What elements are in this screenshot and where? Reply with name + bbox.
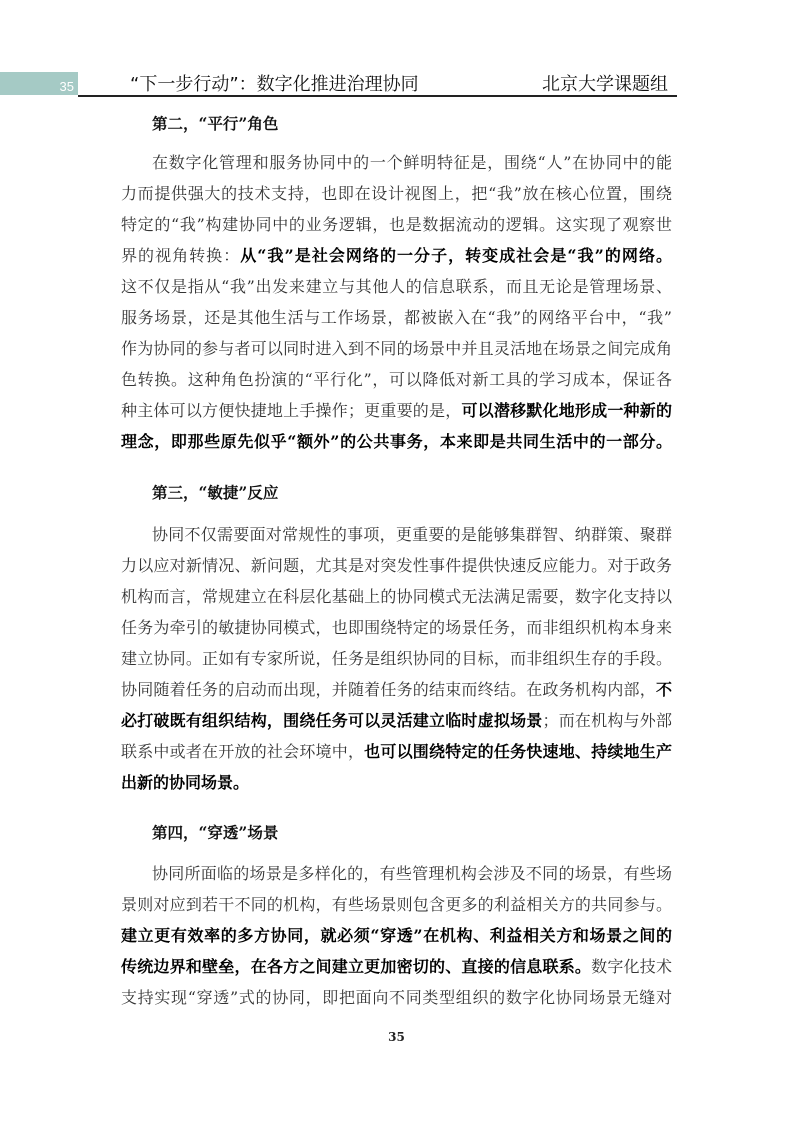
- paragraph-line: [121, 957, 672, 977]
- page-number: 35: [388, 1030, 405, 1044]
- emphasized-text: 不: [655, 680, 672, 699]
- text-run: 力而提供强大的技术支持，也即在设计视图上，把“我”放在核心位置，围绕: [121, 184, 672, 203]
- text-run: 景则对应到若干不同的机构，有些场景则包含更多的利益相关方的共同参与。: [121, 895, 672, 914]
- emphasized-text: 从“我”是社会网络的一分子，转变成社会是“我”的网络。: [240, 246, 672, 265]
- running-header-org: 北京大学课题组: [542, 74, 668, 95]
- running-header-title: “下一步行动”：数字化推进治理协同: [130, 74, 419, 95]
- text-run: 色转换。这种角色扮演的“平行化”，可以降低对新工具的学习成本，保证各: [121, 370, 672, 389]
- paragraph-line: [121, 308, 672, 328]
- text-run: 种主体可以方便快捷地上手操作；更重要的是，: [121, 401, 462, 420]
- text-run: 这不仅是指从“我”出发来建立与其他人的信息联系，而且无论是管理场景、: [121, 277, 672, 296]
- page-tab: [0, 72, 78, 95]
- emphasized-text: 传统边界和壁垒，在各方之间建立更加密切的、直接的信息联系。: [121, 957, 592, 976]
- text-run: 任务为牵引的敏捷协同模式，也即围绕特定的场景任务，而非组织机构本身来: [121, 618, 672, 637]
- paragraph-line: [121, 184, 672, 204]
- emphasized-text: 出新的协同场景。: [121, 773, 250, 792]
- paragraph-line: [121, 246, 672, 266]
- paragraph-line: [121, 926, 672, 946]
- text-run: 机构而言，常规建立在科层化基础上的协同模式无法满足需要，数字化支持以: [121, 587, 672, 606]
- text-run: 协同不仅需要面对常规性的事项，更重要的是能够集群智、纳群策、聚群: [152, 525, 672, 544]
- paragraph-line: [121, 277, 672, 297]
- paragraph-line: [152, 525, 672, 545]
- emphasized-text: 建立更有效率的多方协同，就必须“穿透”在机构、利益相关方和场景之间的: [121, 926, 672, 945]
- text-run: 建立协同。正如有专家所说，任务是组织协同的目标，而非组织生存的手段。: [121, 649, 672, 668]
- text-run: 在数字化管理和服务协同中的一个鲜明特征是，围绕“人”在协同中的能: [152, 153, 672, 172]
- section-heading: 第二，“平行”角色: [152, 114, 279, 133]
- text-run: 特定的“我”构建协同中的业务逻辑，也是数据流动的逻辑。这实现了观察世: [121, 215, 672, 234]
- text-run: 协同随着任务的启动而出现，并随着任务的结束而终结。在政务机构内部，: [121, 680, 656, 699]
- text-run: 界的视角转换：: [121, 246, 241, 265]
- paragraph-line: [121, 339, 672, 359]
- text-run: 力以应对新情况、新问题，尤其是对突发性事件提供快速反应能力。对于政务: [121, 556, 672, 575]
- paragraph-line: [121, 401, 672, 421]
- section-heading: 第四，“穿透”场景: [152, 823, 279, 842]
- paragraph-line: [121, 649, 672, 669]
- header-divider: [78, 95, 677, 97]
- paragraph-line: [121, 895, 672, 915]
- paragraph-line: [152, 864, 672, 884]
- emphasized-text: 可以潜移默化地形成一种新的: [461, 401, 672, 420]
- text-run: 协同所面临的场景是多样化的，有些管理机构会涉及不同的场景，有些场: [152, 864, 672, 883]
- text-run: 服务场景，还是其他生活与工作场景，都被嵌入在“我”的网络平台中，“我”: [121, 308, 672, 327]
- paragraph-line: [121, 432, 672, 452]
- paragraph-line: [121, 370, 672, 390]
- paragraph-line: [121, 711, 672, 731]
- paragraph-line: [121, 215, 672, 235]
- paragraph-line: [121, 556, 672, 576]
- text-run: ；而在机构与外部: [542, 711, 672, 730]
- text-run: 作为协同的参与者可以同时进入到不同的场景中并且灵活地在场景之间完成角: [121, 339, 672, 358]
- section-heading: 第三，“敏捷”反应: [152, 483, 279, 502]
- emphasized-text: 理念，即那些原先似乎“额外”的公共事务，本来即是共同生活中的一部分。: [121, 432, 672, 451]
- emphasized-text: 必打破既有组织结构，围绕任务可以灵活建立临时虚拟场景: [121, 711, 543, 730]
- paragraph-line: [121, 988, 672, 1008]
- paragraph-line: [121, 773, 672, 793]
- text-run: 联系中或者在开放的社会环境中，: [121, 742, 365, 761]
- paragraph-line: [121, 618, 672, 638]
- emphasized-text: 也可以围绕特定的任务快速地、持续地生产: [364, 742, 672, 761]
- paragraph-line: [121, 742, 672, 762]
- paragraph-line: [152, 153, 672, 173]
- page-tab-number: 35: [59, 79, 74, 94]
- paragraph-line: [121, 587, 672, 607]
- text-run: 数字化技术: [591, 957, 672, 976]
- paragraph-line: [121, 680, 672, 700]
- text-run: 支持实现“穿透”式的协同，即把面向不同类型组织的数字化协同场景无缝对: [121, 988, 672, 1007]
